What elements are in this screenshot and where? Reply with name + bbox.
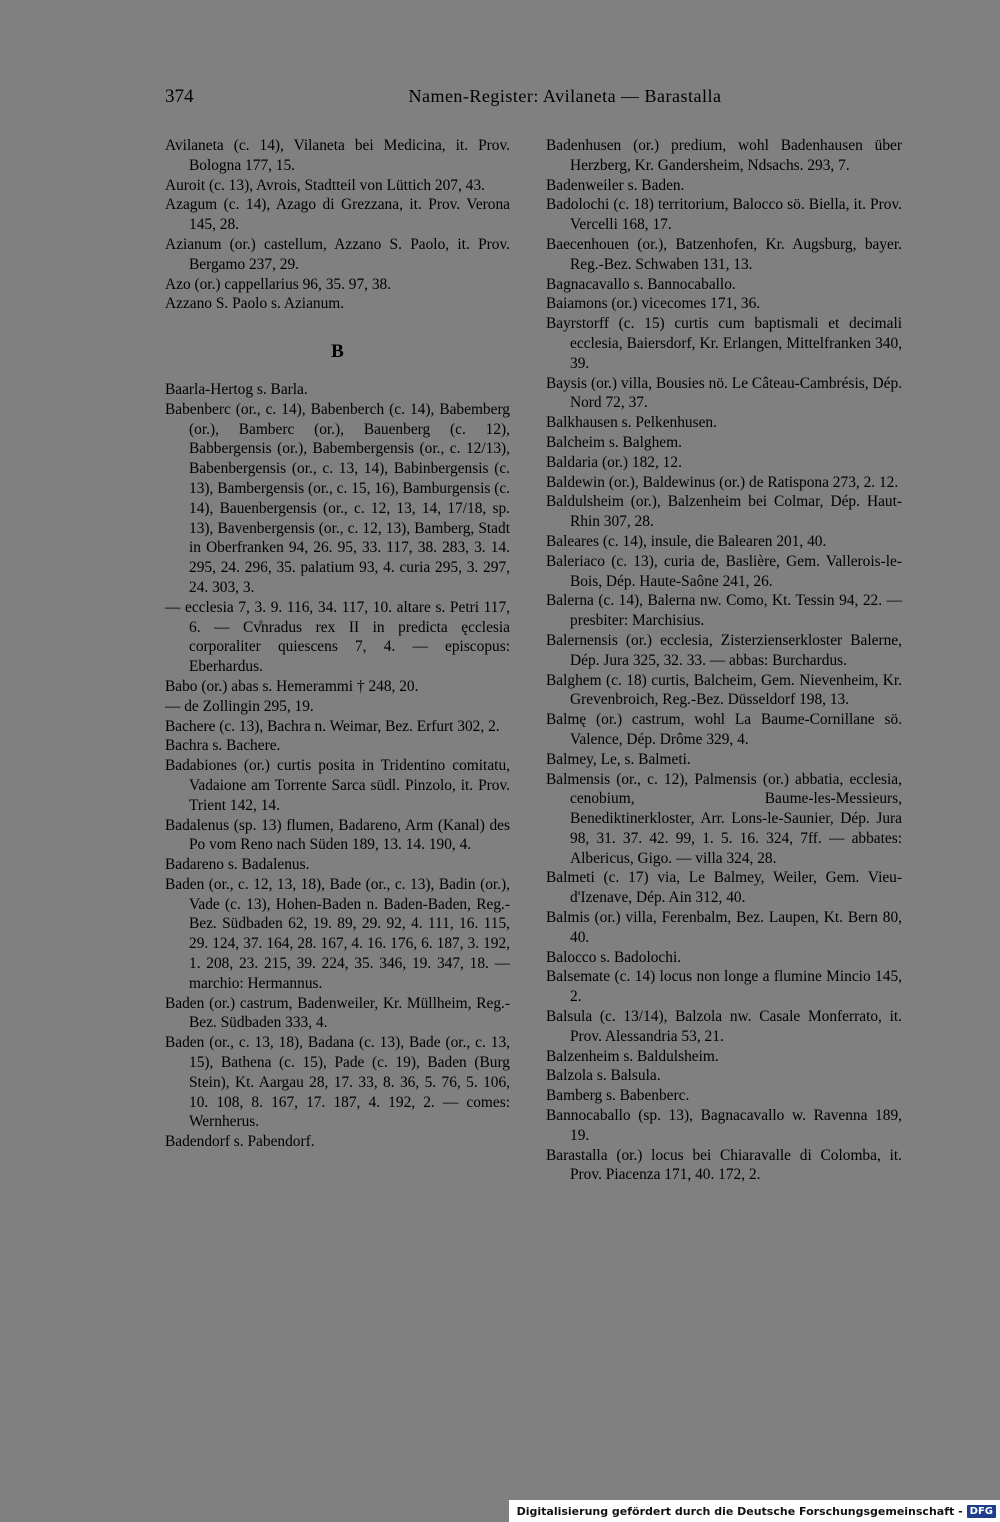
index-entry: Bachere (c. 13), Bachra n. Weimar, Bez. Erfurt 302, 2. (165, 717, 500, 735)
index-entry: Avilaneta (c. 14), Vilaneta bei Medicina, it. Prov. Bologna 177, 15. (165, 137, 510, 174)
index-entry: Bannocaballo (sp. 13), Bagnacavallo w. Ravenna 189, 19. (546, 1107, 902, 1144)
index-entry: Badalenus (sp. 13) flumen, Badareno, Arm (Kanal) des Po vom Reno nach Süden 189, 13. 14. 190, 4. (165, 816, 510, 854)
left-column (165, 136, 510, 1152)
index-entry: Badenweiler s. Baden. (546, 176, 685, 194)
index-entry: Badareno s. Badalenus. (165, 856, 310, 874)
index-entry: Baleares (c. 14), insule, die Balearen 201, 40. (546, 532, 827, 550)
running-title: Namen-Register: Avilaneta — Barastalla (408, 86, 722, 106)
page-number: 374 (165, 86, 194, 107)
index-entry: Baldulsheim (or.), Balzenheim bei Colmar, Dép. Haut-Rhin 307, 28. (546, 493, 902, 531)
index-entry: Badabiones (or.) curtis posita in Tridentino comitatu, Vadaione am Torrente Sarca südl. Pinzolo, it. Prov. Trient 142, 14. (165, 757, 510, 814)
index-entry: Azianum (or.) castellum, Azzano S. Paolo, it. Prov. Bergamo 237, 29. (165, 235, 510, 273)
index-entry: Baecenhouen (or.), Batzenhofen, Kr. Augsburg, bayer. Reg.-Bez. Schwaben 131, 13. (546, 235, 902, 273)
index-entry: Balcheim s. Balghem. (546, 433, 682, 451)
section-heading: B (331, 341, 344, 363)
index-entry: Badenhusen (or.) predium, wohl Badenhausen über Herzberg, Kr. Gandersheim, Ndsachs. 293, 7. (546, 137, 902, 174)
index-entry: Balerna (c. 14), Balerna nw. Como, Kt. Tessin 94, 22. — presbiter: Marchisius. (546, 592, 902, 630)
index-entry: Azo (or.) cappellarius 96, 35. 97, 38. (165, 275, 392, 293)
index-entry: Bayrstorff (c. 15) curtis cum baptismali et decimali ecclesia, Baiersdorf, Kr. Erlangen, Mittelfranken 340, 39. (546, 315, 902, 372)
index-entry: Balmey, Le, s. Balmeti. (546, 750, 691, 768)
index-entry: Balsemate (c. 14) locus non longe a flumine Mincio 145, 2. (546, 968, 902, 1006)
index-entry: Bagnacavallo s. Bannocaballo. (546, 275, 736, 293)
index-entry: Balocco s. Badolochi. (546, 948, 682, 966)
index-entry: Baden (or., c. 13, 18), Badana (c. 13), Bade (or., c. 13, 15), Bathena (c. 15), Pade (c. 19), Baden (Burg Stein), Kt. Aargau 28, 17. 33, 8. 36, 5. 76, 5. 106, 10. 108, 8. 167, 17. 187, 4. 192, 2. — comes: Wernherus. (165, 1034, 510, 1131)
index-entry: Bachra s. Bachere. (165, 737, 281, 755)
index-entry: Balghem (c. 18) curtis, Balcheim, Gem. Nievenheim, Kr. Grevenbroich, Reg.-Bez. Düsseldorf 198, 13. (546, 671, 902, 709)
index-entry: Baysis (or.) villa, Bousies nö. Le Câteau-Cambrésis, Dép. Nord 72, 37. (546, 374, 902, 412)
index-entry: Bamberg s. Babenberc. (546, 1087, 690, 1105)
index-entry: Baiamons (or.) vicecomes 171, 36. (546, 295, 761, 313)
index-entry: Babenberc (or., c. 14), Babenberch (c. 14), Babemberg (or.), Bamberc (or.), Bauenberg (c. 12), Babbergensis (or.), Babembergensis (or., c. 12/13), Babenbergensis (or., c. 13, 14), Babinbergensis (c. 13), Bambergensis (or., c. 15, 16), Bamburgensis (c. 14), Bauenbergensis (or., c. 12, 13, 14, 17/18, sp. 13), Bavenbergensis (or., c. 12, 13), Bamberg, Stadt in Oberfranken 94, 26. 95, 33. 117, 38. 283, 3. 14. 295, 24. 296, 35. palatium 93, 4. curia 295, 3. 297, 24. 303, 3. (165, 400, 510, 596)
index-entry: Baden (or.) castrum, Badenweiler, Kr. Müllheim, Reg.-Bez. Südbaden 333, 4. (165, 994, 510, 1032)
index-entry: Badolochi (c. 18) territorium, Balocco sö. Biella, it. Prov. Vercelli 168, 17. (546, 196, 902, 234)
index-entry: Barastalla (or.) locus bei Chiaravalle di Colomba, it. Prov. Piacenza 171, 40. 172, 2. (546, 1146, 902, 1184)
index-entry: Balzenheim s. Baldulsheim. (546, 1047, 719, 1065)
index-entry: Azzano S. Paolo s. Azianum. (165, 295, 345, 313)
index-entry: Auroit (c. 13), Avrois, Stadtteil von Lüttich 207, 43. (165, 176, 485, 194)
index-entry: Balmis (or.) villa, Ferenbalm, Bez. Laupen, Kt. Bern 80, 40. (546, 909, 902, 946)
index-entry: Baldewin (or.), Baldewinus (or.) de Ratispona 273, 2. 12. (546, 473, 899, 491)
footer-text: Digitalisierung gefördert durch die Deutsche Forschungsgemeinschaft - (516, 1504, 963, 1518)
index-entry: Azagum (c. 14), Azago di Grezzana, it. Prov. Verona 145, 28. (165, 196, 510, 234)
index-entry: Baldaria (or.) 182, 12. (546, 453, 682, 471)
index-entry: Baden (or., c. 12, 13, 18), Bade (or., c. 13), Badin (or.), Vade (c. 13), Hohen-Baden n. Baden-Baden, Reg.-Bez. Südbaden 62, 19. 89, 29. 92, 4. 111, 16. 115, 29. 124, 37. 164, 28. 167, 4. 16. 176, 6. 187, 3. 192, 1. 208, 23. 215, 39. 224, 35. 346, 19. 347, 18. — marchio: Hermannus. (165, 875, 510, 992)
index-entry: Balmensis (or., c. 12), Palmensis (or.) abbatia, ecclesia, cenobium, Baume-les-Messieurs, Benediktinerkloster, Arr. Lons-le-Saunier, Dép. Jura 98, 31. 37. 42. 99, 1. 5. 16. 324, 7ff. — abbates: Albericus, Gigo. — villa 324, 28. (546, 770, 902, 867)
index-entry: Babo (or.) abas s. Hemerammi † 248, 20. (165, 677, 419, 695)
page-header (165, 86, 905, 114)
index-entry: Balernensis (or.) ecclesia, Zisterzienserkloster Balerne, Dép. Jura 325, 32. 33. — abbas: Burchardus. (546, 631, 902, 669)
index-entry: Balsula (c. 13/14), Balzola nw. Casale Monferrato, it. Prov. Alessandria 53, 21. (546, 1008, 902, 1045)
right-column (546, 136, 902, 1185)
index-entry: — de Zollingin 295, 19. (165, 697, 314, 715)
dfg-logo: DFG (967, 1505, 996, 1518)
index-entry: Balmę (or.) castrum, wohl La Baume-Cornillane sö. Valence, Dép. Drôme 329, 4. (546, 711, 902, 748)
index-entry: Baleriaco (c. 13), curia de, Baslière, Gem. Vallerois-le-Bois, Dép. Haute-Saône 241, 26. (546, 552, 902, 590)
index-entry: Baarla-Hertog s. Barla. (165, 380, 308, 398)
index-entry: Balkhausen s. Pelkenhusen. (546, 414, 717, 432)
index-entry: Balzola s. Balsula. (546, 1067, 661, 1085)
index-entry: Badendorf s. Pabendorf. (165, 1133, 315, 1151)
index-entry: — ecclesia 7, 3. 9. 116, 34. 117, 10. altare s. Petri 117, 6. — Cv̊nradus rex II in predicta ęcclesia corporaliter quiescens 7, 4. — episcopus: Eberhardus. (165, 598, 510, 676)
index-entry: Balmeti (c. 17) via, Le Balmey, Weiler, Gem. Vieu-d'Izenave, Dép. Ain 312, 40. (546, 869, 902, 907)
dfg-footer (509, 1500, 1000, 1522)
